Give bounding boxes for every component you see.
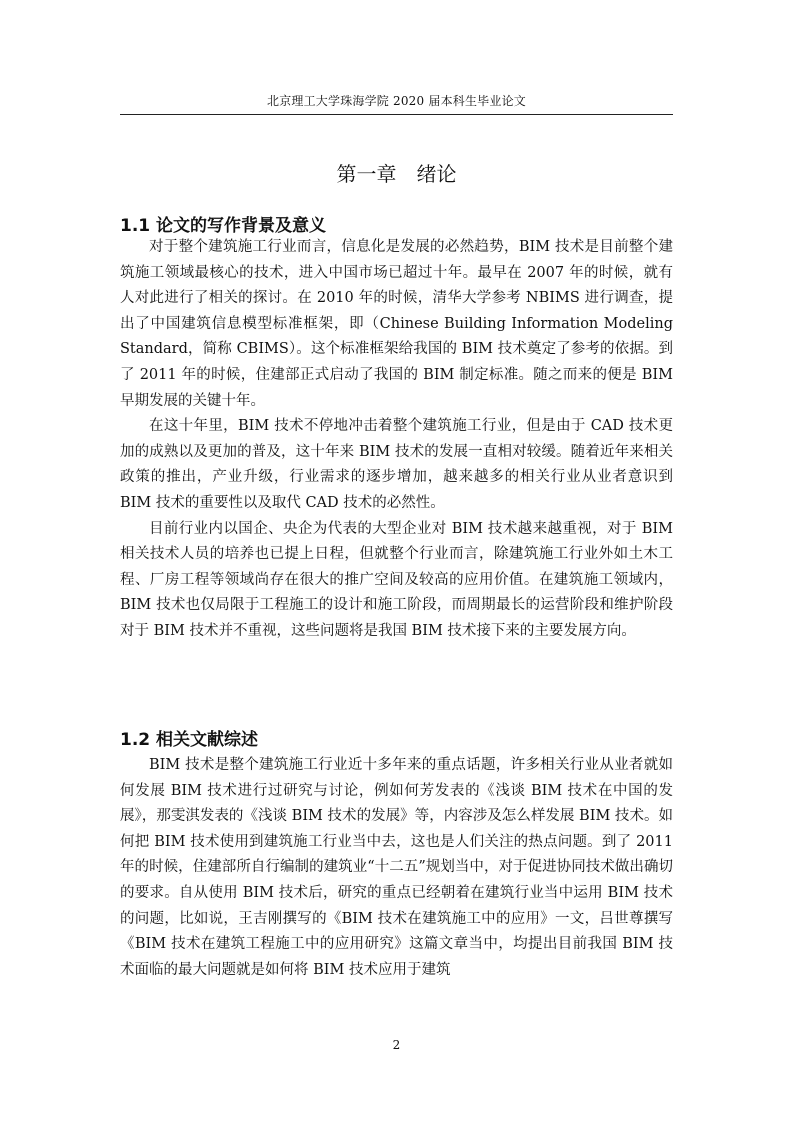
header-divider xyxy=(120,114,673,115)
paragraph: 在这十年里，BIM 技术不停地冲击着整个建筑施工行业，但是由于 CAD 技术更加的成熟以及更加的普及，这十年来 BIM 技术的发展一直相对较缓。随着近年来相关政策的推出，产业升级，行业需求的逐步增加，越来越多的相关行业从业者意识到 BIM 技术的重要性以及取代 CAD 技术的必然性。 xyxy=(120,418,673,511)
section-body-1-1 xyxy=(120,235,673,645)
section-body-1-2 xyxy=(120,753,673,983)
page-number: 2 xyxy=(392,1038,401,1052)
section-heading-1-2: 1.2 相关文献综述 xyxy=(120,730,259,750)
paragraph: BIM 技术是整个建筑施工行业近十多年来的重点话题，许多相关行业从业者就如何发展 BIM 技术进行过研究与讨论，例如何芳发表的《浅谈 BIM 技术在中国的发展》，那雯淇发表的《浅谈 BIM 技术的发展》等，内容涉及怎么样发展 BIM 技术。如何把 BIM 技术使用到建筑施工行业当中去，这也是人们关注的热点问题。到了 2011 年的时候，住建部所自行编制的建筑业“十二五”规划当中，对于促进协同技术做出确切的要求。自从使用 BIM 技术后，研究的重点已经朝着在建筑行业当中运用 BIM 技术的问题，比如说，王吉刚撰写的《BIM 技术在建筑施工中的应用》一文，吕世尊撰写《BIM 技术在建筑工程施工中的应用研究》这篇文章当中，均提出目前我国 BIM 技术面临的最大问题就是如何将 BIM 技术应用于建筑 xyxy=(120,757,673,978)
paragraph: 对于整个建筑施工行业而言，信息化是发展的必然趋势，BIM 技术是目前整个建筑施工领域最核心的技术，进入中国市场已超过十年。最早在 2007 年的时候，就有人对此进行了相关的探讨。在 2010 年的时候，清华大学参考 NBIMS 进行调查，提出了中国建筑信息模型标准框架，即（Chinese Building Information Modeling Standard，简称 CBIMS）。这个标准框架给我国的 BIM 技术奠定了参考的依据。到了 2011 年的时候，住建部正式启动了我国的 BIM 制定标准。随之而来的便是 BIM 早期发展的关键十年。 xyxy=(120,239,673,409)
running-header: 北京理工大学珠海学院 2020 届本科生毕业论文 xyxy=(267,94,526,108)
chapter-title: 第一章 绪论 xyxy=(336,162,457,186)
section-heading-1-1: 1.1 论文的写作背景及意义 xyxy=(120,216,327,236)
paragraph: 目前行业内以国企、央企为代表的大型企业对 BIM 技术越来越重视，对于 BIM 相关技术人员的培养也已提上日程，但就整个行业而言，除建筑施工行业外如土木工程、厂房工程等领域尚存在很大的推广空间及较高的应用价值。在建筑施工领域内，BIM 技术也仅局限于工程施工的设计和施工阶段，而周期最长的运营阶段和维护阶段对于 BIM 技术并不重视，这些问题将是我国 BIM 技术接下来的主要发展方向。 xyxy=(120,520,673,639)
